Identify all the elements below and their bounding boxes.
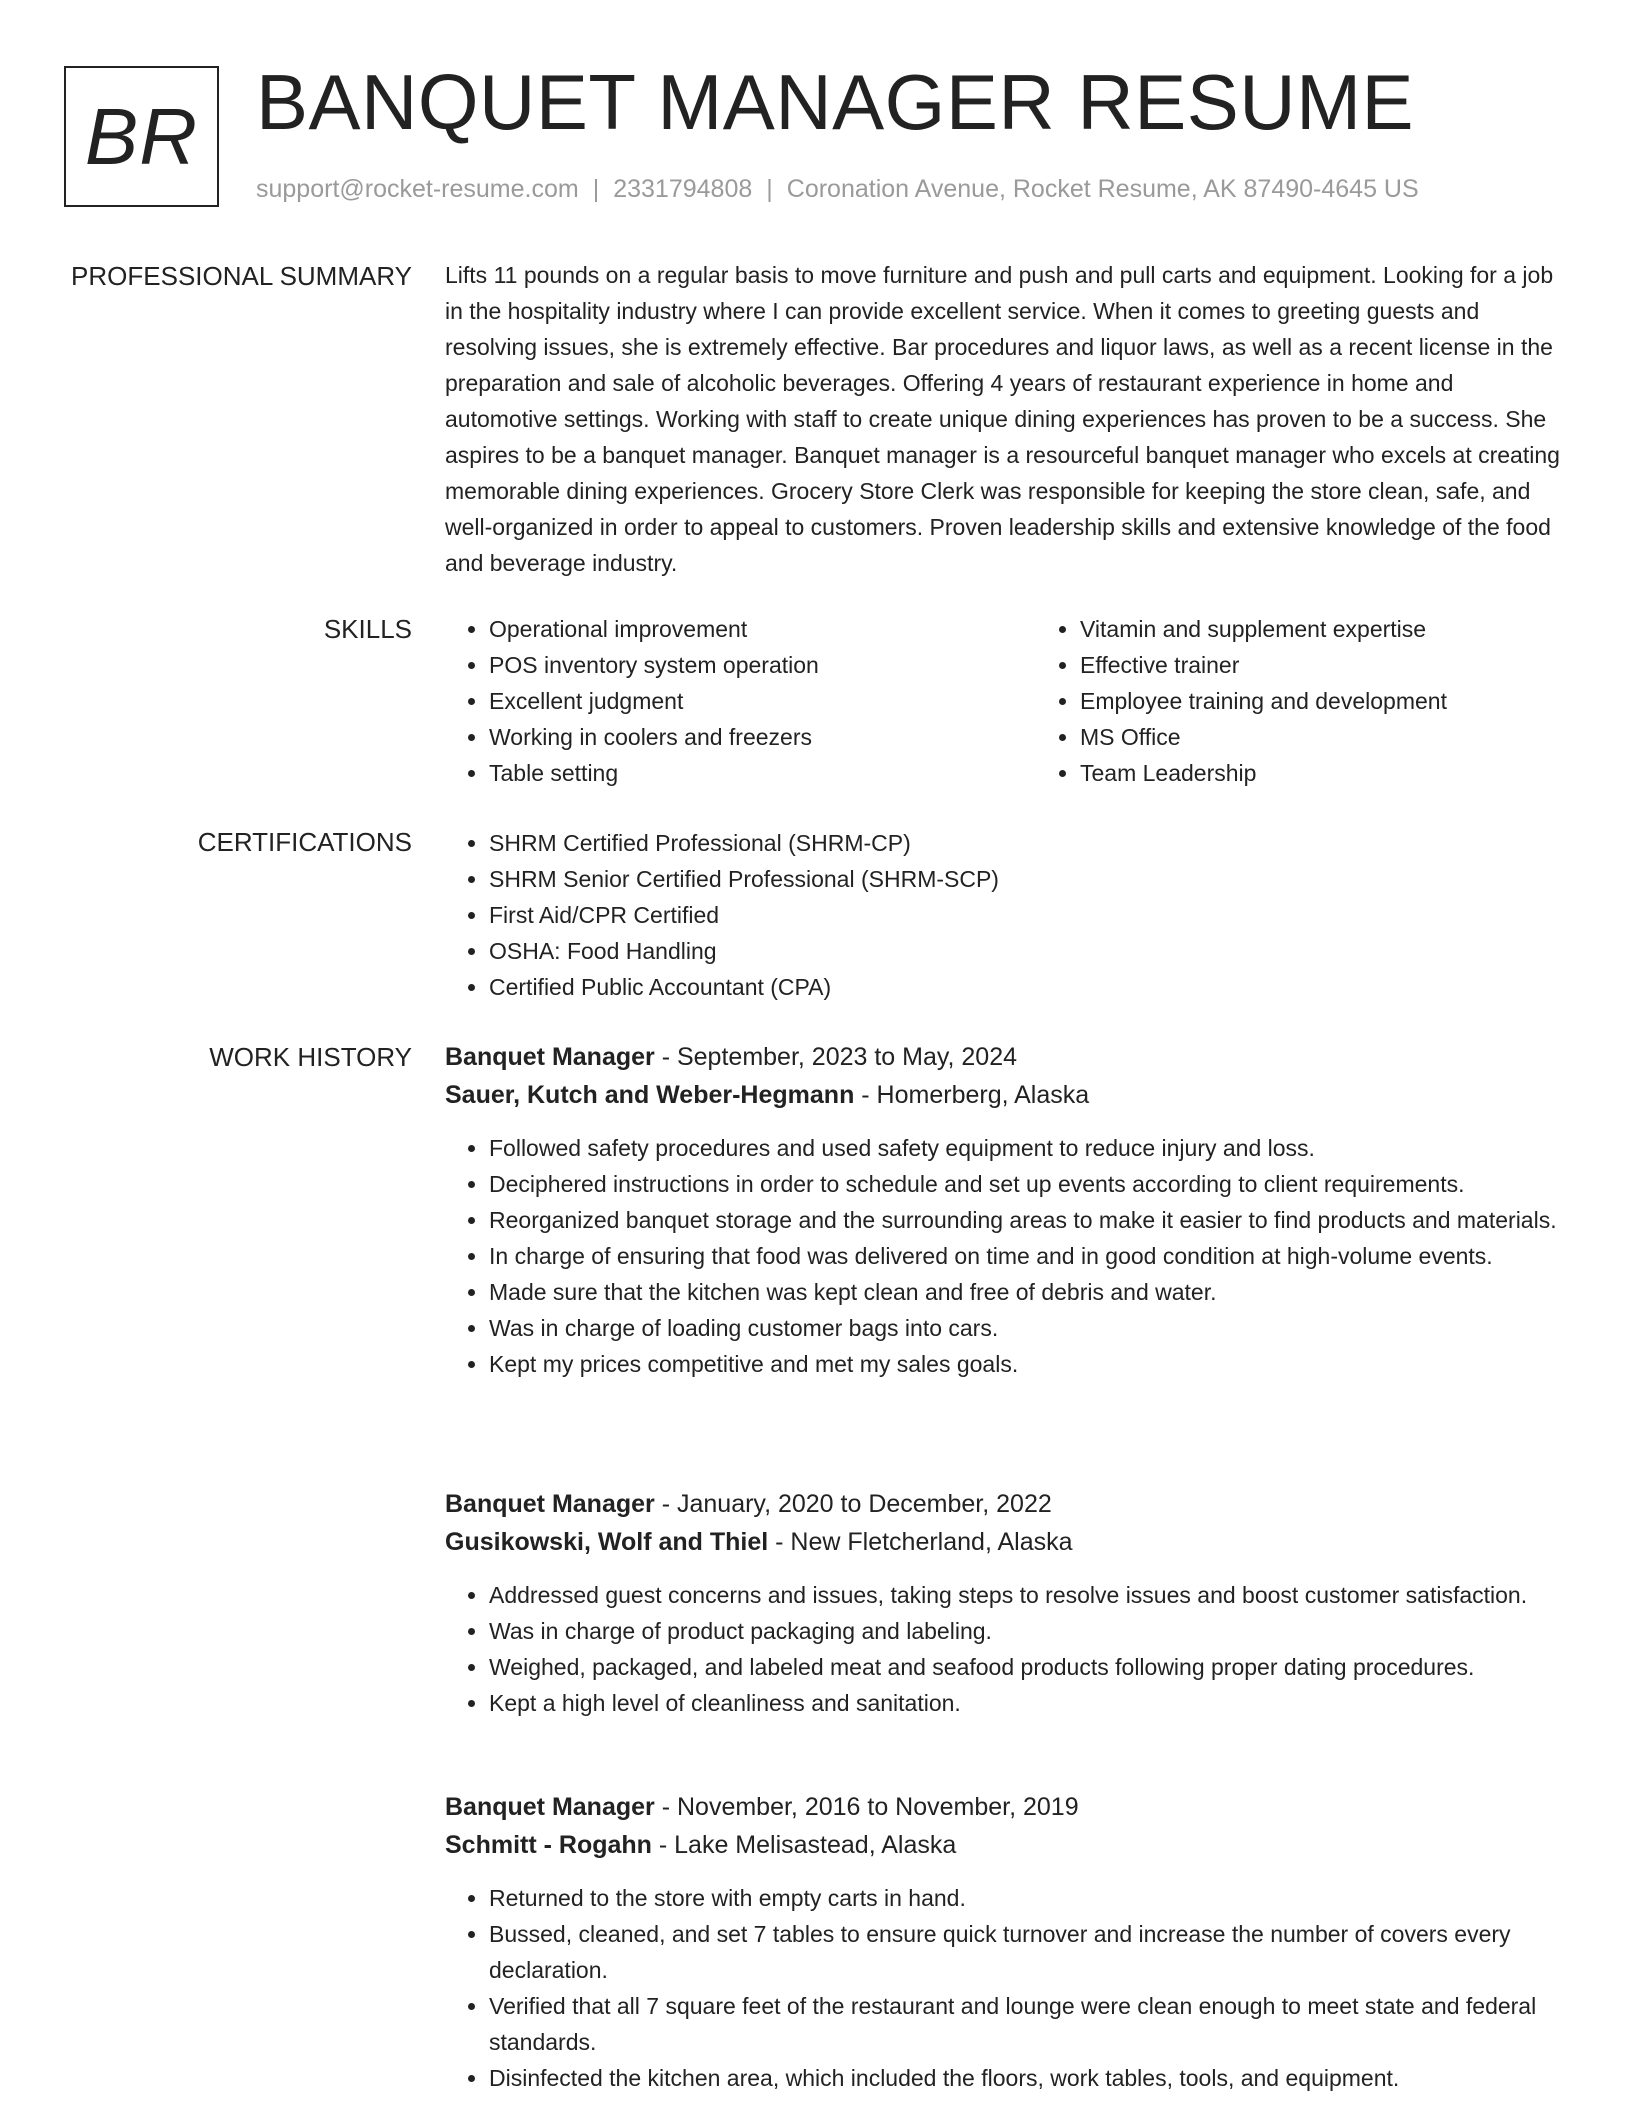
job-entry — [445, 1038, 1560, 1382]
skill-item: • POS inventory system operation — [489, 647, 1036, 683]
separator: | — [592, 175, 600, 203]
job-bullet: • Addressed guest concerns and issues, taking steps to resolve issues and boost customer satisfaction. — [489, 1577, 1560, 1613]
job-bullets — [445, 1880, 1560, 2096]
page-title: BANQUET MANAGER RESUME — [256, 58, 1415, 146]
job-company-line — [445, 1826, 1560, 1864]
certification-item: • SHRM Senior Certified Professional (SHRM-SCP) — [489, 861, 1560, 897]
job-title-line — [445, 1485, 1560, 1523]
certification-item: • First Aid/CPR Certified — [489, 897, 1560, 933]
job-location: - New Fletcherland, Alaska — [768, 1528, 1073, 1556]
job-dates: - January, 2020 to December, 2022 — [654, 1490, 1052, 1518]
job-bullet: • Kept a high level of cleanliness and sanitation. — [489, 1685, 1560, 1721]
address-text: Coronation Avenue, Rocket Resume, AK 87490-4645 US — [786, 175, 1419, 203]
section-heading-work-history: WORK HISTORY — [209, 1042, 412, 1072]
skill-item: • Table setting — [489, 755, 1036, 791]
certification-item: • Certified Public Accountant (CPA) — [489, 969, 1560, 1005]
contact-line — [256, 174, 1419, 204]
job-dates: - November, 2016 to November, 2019 — [654, 1793, 1079, 1821]
section-heading-skills: SKILLS — [323, 614, 412, 644]
job-bullet: • Made sure that the kitchen was kept clean and free of debris and water. — [489, 1274, 1560, 1310]
skill-item: • Operational improvement — [489, 611, 1036, 647]
monogram-logo: BR — [64, 66, 219, 207]
certifications-list — [445, 825, 1560, 1005]
skill-item: • Team Leadership — [1080, 755, 1627, 791]
job-bullet: • Was in charge of loading customer bags into cars. — [489, 1310, 1560, 1346]
job-title-line — [445, 1788, 1560, 1826]
certification-item: • OSHA: Food Handling — [489, 933, 1560, 969]
job-location: - Homerberg, Alaska — [854, 1081, 1090, 1109]
job-location: - Lake Melisastead, Alaska — [651, 1831, 957, 1859]
job-bullet: • In charge of ensuring that food was delivered on time and in good condition at high-volume events. — [489, 1238, 1560, 1274]
skills-list-left — [445, 611, 1036, 791]
section-heading-summary: PROFESSIONAL SUMMARY — [71, 261, 412, 291]
job-company-line — [445, 1523, 1560, 1561]
job-entry — [445, 1788, 1560, 2096]
job-bullet: • Kept my prices competitive and met my sales goals. — [489, 1346, 1560, 1382]
job-bullet: • Deciphered instructions in order to schedule and set up events according to client requirements. — [489, 1166, 1560, 1202]
skill-item: • Excellent judgment — [489, 683, 1036, 719]
skill-item: • Working in coolers and freezers — [489, 719, 1036, 755]
certifications-section — [445, 825, 1560, 1005]
skills-section — [445, 611, 1560, 791]
job-title: Banquet Manager — [445, 1490, 655, 1518]
job-bullet: • Returned to the store with empty carts in hand. — [489, 1880, 1560, 1916]
skill-item: • Vitamin and supplement expertise — [1080, 611, 1627, 647]
job-bullet: • Was in charge of product packaging and labeling. — [489, 1613, 1560, 1649]
phone-text: 2331794808 — [613, 175, 753, 203]
job-bullet: • Followed safety procedures and used safety equipment to reduce injury and loss. — [489, 1130, 1560, 1166]
job-bullet: • Disinfected the kitchen area, which included the floors, work tables, tools, and equipment. — [489, 2060, 1560, 2096]
section-heading-certifications: CERTIFICATIONS — [197, 827, 412, 857]
skill-item: • Effective trainer — [1080, 647, 1627, 683]
job-bullet: • Reorganized banquet storage and the surrounding areas to make it easier to find products and materials. — [489, 1202, 1560, 1238]
skill-item: • Employee training and development — [1080, 683, 1627, 719]
email-text: support@rocket-resume.com — [256, 175, 579, 203]
skill-item: • MS Office — [1080, 719, 1627, 755]
job-title-line — [445, 1038, 1560, 1076]
skills-list-right — [1036, 611, 1627, 791]
certification-item: • SHRM Certified Professional (SHRM-CP) — [489, 825, 1560, 861]
job-bullets — [445, 1577, 1560, 1721]
job-title: Banquet Manager — [445, 1793, 655, 1821]
job-company: Gusikowski, Wolf and Thiel — [445, 1528, 769, 1556]
job-bullet: • Verified that all 7 square feet of the restaurant and lounge were clean enough to meet state and federal standards. — [489, 1988, 1560, 2060]
summary-text: Lifts 11 pounds on a regular basis to move furniture and push and pull carts and equipment. Looking for a job in the hospitality industry where I can provide excellent service. When it comes to greeting guests and resolving issues, she is extremely effective. Bar procedures and liquor laws, as well as a recent license in the preparation and sale of alcoholic beverages. Offering 4 years of restaurant experience in home and automotive settings. Working with staff to create unique dining experiences has proven to be a success. She aspires to be a banquet manager. Banquet manager is a resourceful banquet manager who excels at creating memorable dining experiences. Grocery Store Clerk was responsible for keeping the store clean, safe, and well-organized in order to appeal to customers. Proven leadership skills and extensive knowledge of the food and beverage industry. — [445, 262, 1560, 576]
job-company: Sauer, Kutch and Weber-Hegmann — [445, 1081, 855, 1109]
job-bullets — [445, 1130, 1560, 1382]
job-bullet: • Weighed, packaged, and labeled meat and seafood products following proper dating procedures. — [489, 1649, 1560, 1685]
summary-section — [445, 257, 1560, 581]
job-bullet: • Bussed, cleaned, and set 7 tables to ensure quick turnover and increase the number of covers every declaration. — [489, 1916, 1560, 1988]
job-entry — [445, 1485, 1560, 1721]
separator: | — [766, 175, 773, 203]
job-company: Schmitt - Rogahn — [445, 1831, 652, 1859]
job-dates: - September, 2023 to May, 2024 — [654, 1043, 1018, 1071]
job-title: Banquet Manager — [445, 1043, 655, 1071]
job-company-line — [445, 1076, 1560, 1114]
